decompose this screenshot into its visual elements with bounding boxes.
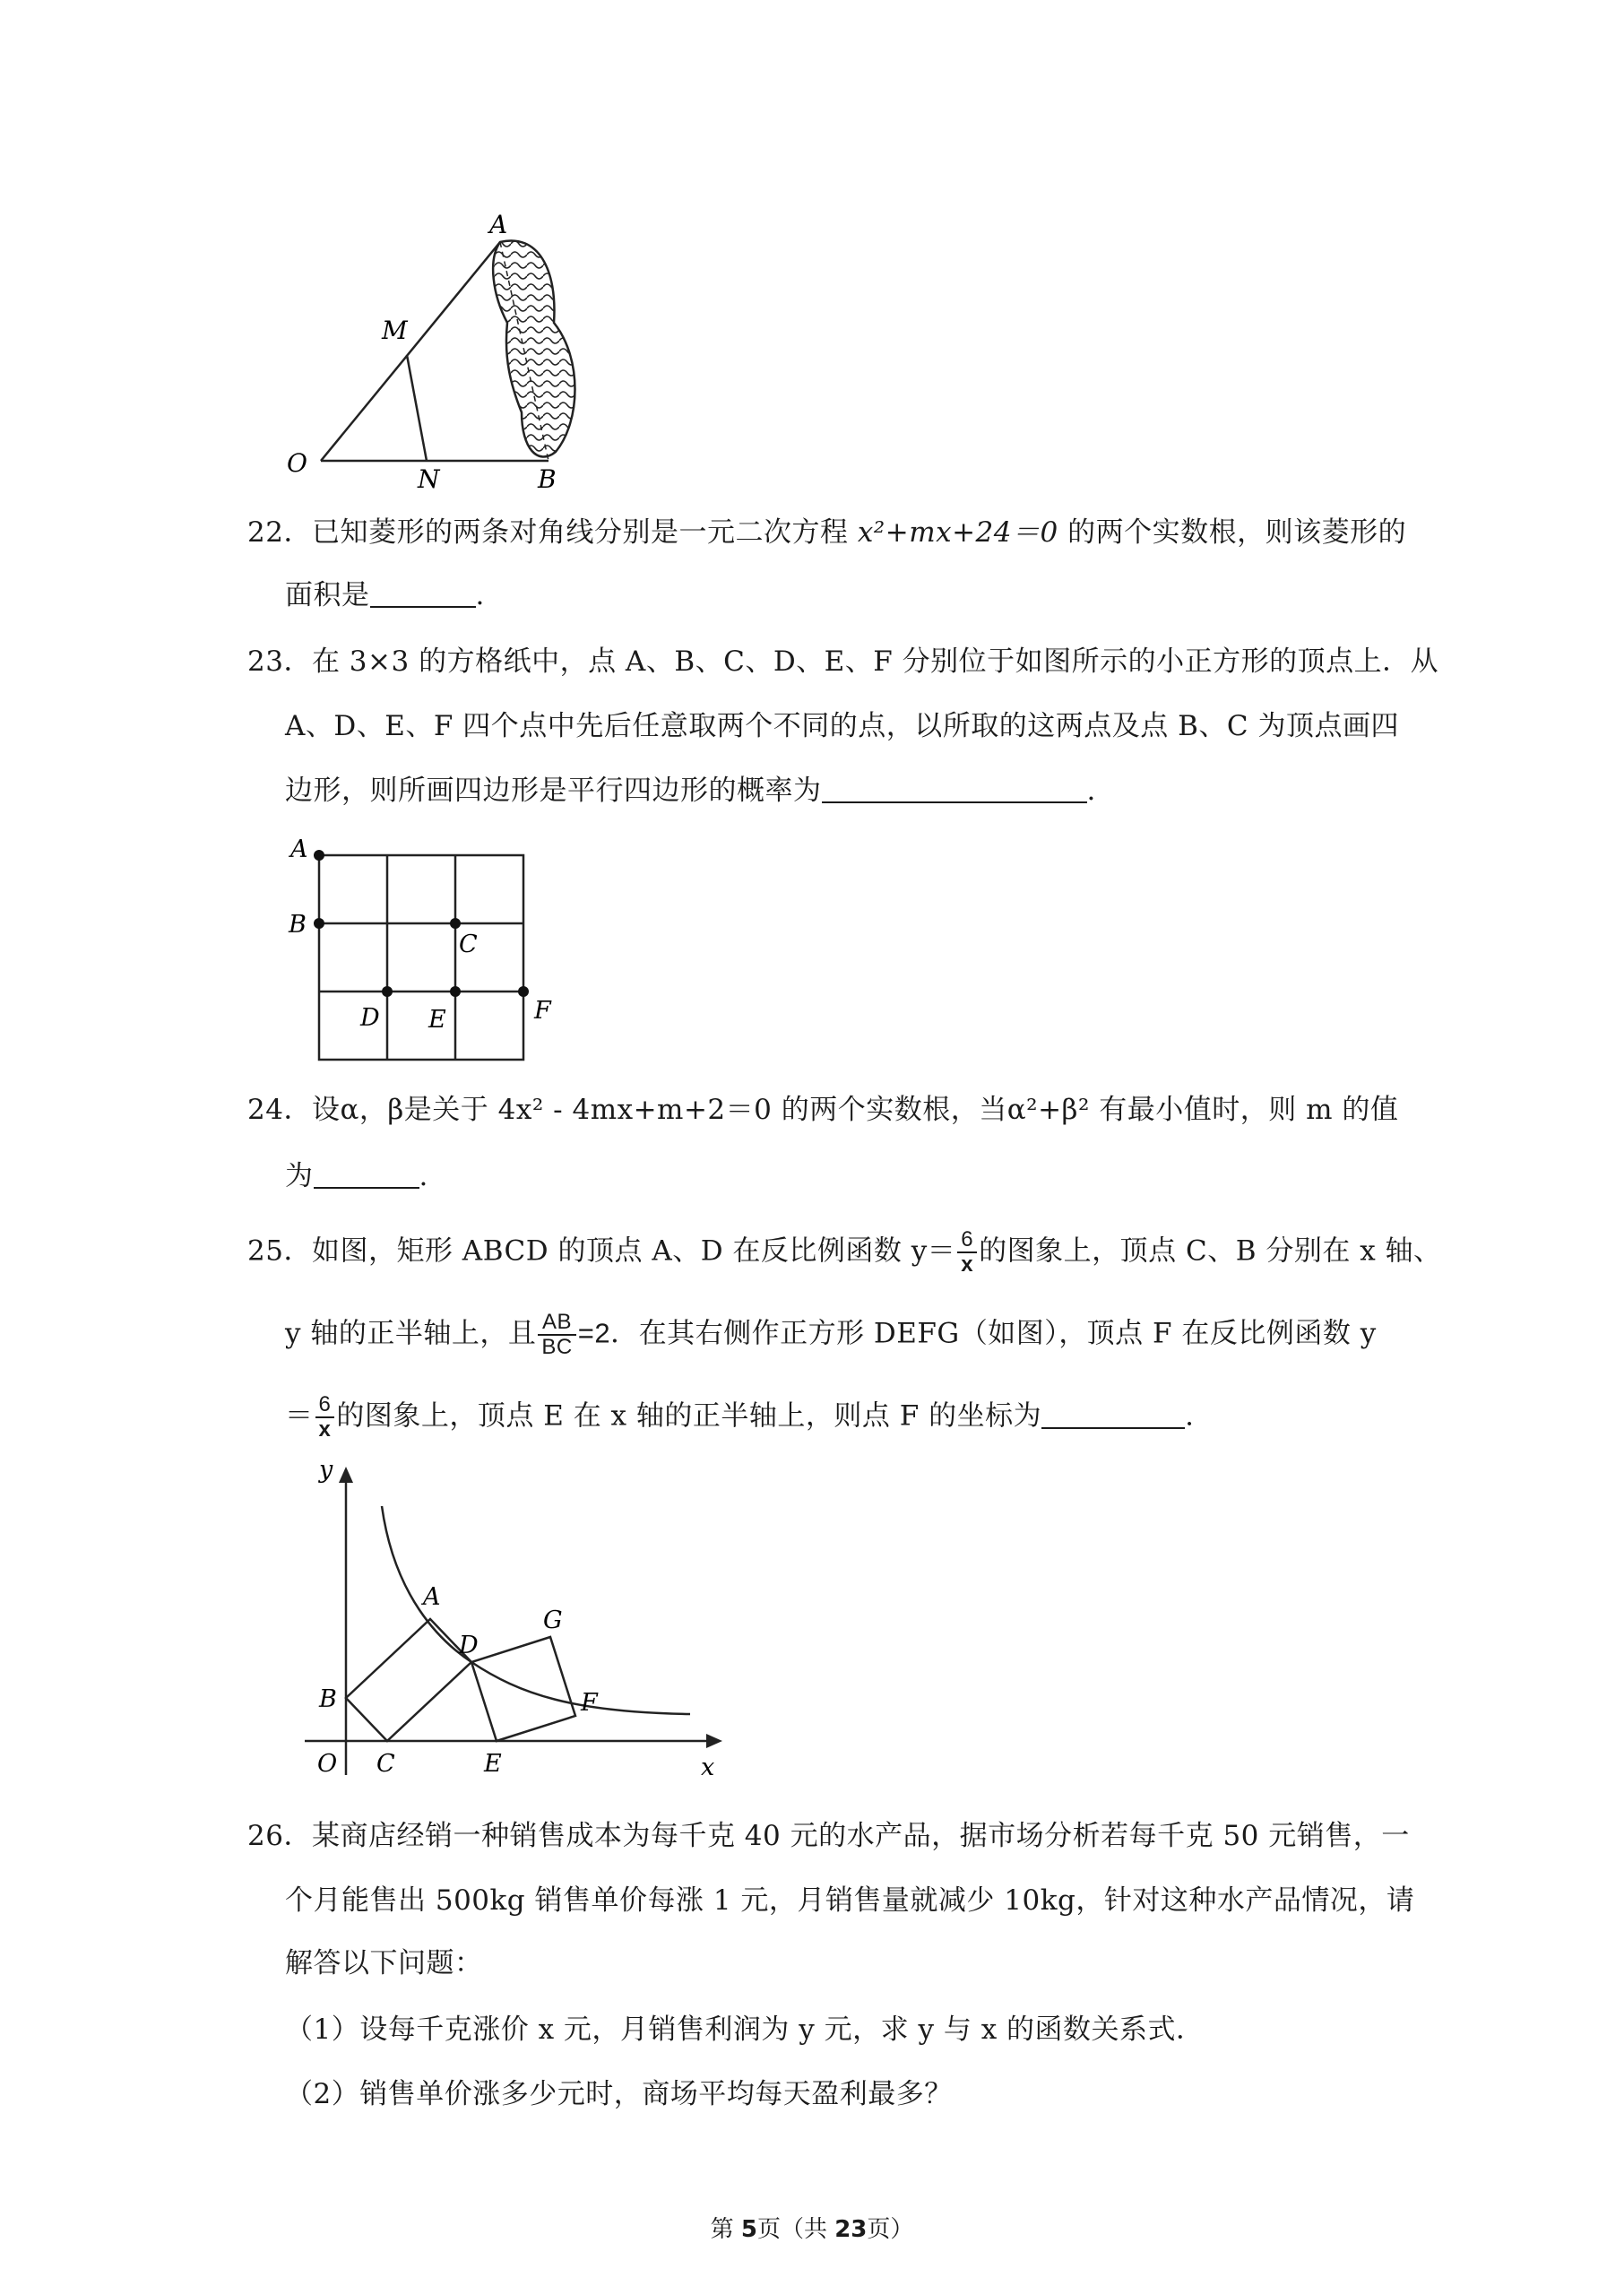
label-a: A: [290, 836, 308, 863]
q24-line2: [285, 1158, 428, 1194]
label-d: D: [459, 1632, 479, 1659]
footer-page-number: 5: [740, 2216, 757, 2243]
fraction-6-over-x: $\frac{6}{x}$: [957, 1228, 977, 1277]
q22-line1: [247, 515, 1406, 550]
q24-number: 24．: [247, 1094, 312, 1126]
label-d: D: [360, 1004, 380, 1032]
label-o: O: [317, 1750, 338, 1778]
q25-text1b: 的图象上，顶点 C、B 分别在 x 轴、: [979, 1234, 1442, 1268]
pond-shape: [493, 240, 574, 456]
rectangle-abcd: [346, 1619, 471, 1741]
q23-answer-blank[interactable]: [822, 775, 1087, 803]
label-a: A: [423, 1583, 441, 1611]
q22-period: .: [475, 579, 485, 611]
point-c: [450, 918, 461, 929]
q23-line2: [285, 708, 1399, 744]
footer-pre: 第: [710, 2216, 741, 2243]
figure-q21: [269, 206, 627, 493]
q24-text2: 为: [285, 1160, 314, 1192]
q25-period: .: [1185, 1399, 1195, 1433]
label-o: O: [287, 448, 307, 478]
label-n: N: [418, 464, 440, 493]
q24-line1: [247, 1092, 1398, 1128]
q26-number: 26．: [247, 1820, 312, 1852]
label-m: M: [382, 316, 408, 345]
q22-text1: 已知菱形的两条对角线分别是一元二次方程: [311, 516, 858, 549]
q22-text2: 的两个实数根，则该菱形的: [1058, 516, 1407, 549]
q25-line2: [285, 1311, 1377, 1359]
footer-mid: 页（共: [756, 2216, 835, 2243]
point-b: [314, 918, 324, 929]
y-axis-arrow: [339, 1467, 353, 1483]
q23-line1: [247, 644, 1438, 680]
label-c: C: [376, 1750, 395, 1778]
label-g: G: [543, 1606, 563, 1634]
q26-text2: 个月能售出 500kg 销售单价每涨 1 元，月销售量就减少 10kg，针对这种水产品情况，请: [285, 1884, 1415, 1917]
q26-subquestion-1: （1）设每千克涨价 x 元，月销售利润为 y 元，求 y 与 x 的函数关系式．: [285, 2014, 1205, 2046]
q26-line2: [285, 1883, 1414, 1918]
q25-text2b: ．在其右侧作正方形 DEFG（如图），顶点 F 在反比例函数 y: [610, 1317, 1377, 1350]
label-a: A: [489, 210, 508, 239]
page-footer: [0, 2214, 1624, 2245]
segment-mn: [407, 355, 427, 461]
label-e: E: [428, 1006, 446, 1034]
q23-number: 23．: [247, 645, 312, 678]
label-x: x: [701, 1754, 715, 1781]
label-c: C: [459, 931, 478, 958]
q23-text2: A、D、E、F 四个点中先后任意取两个不同的点，以所取的这两点及点 B、C 为顶点画四: [285, 710, 1399, 742]
label-b: B: [289, 911, 307, 939]
label-e: E: [484, 1750, 502, 1778]
label-b: B: [319, 1685, 337, 1713]
q23-period: .: [1086, 775, 1096, 807]
figure-q25-plane: [296, 1452, 744, 1784]
point-d: [382, 986, 393, 997]
q26-sub1: [285, 2012, 1205, 2048]
label-b: B: [538, 464, 557, 493]
q25-answer-blank[interactable]: [1041, 1400, 1185, 1429]
fraction-ab-over-bc: $\frac{AB}{BC}$: [538, 1311, 575, 1359]
figure-q23-grid: [278, 828, 583, 1070]
q25-number: 25．: [247, 1234, 312, 1268]
q25-line3: [285, 1393, 1194, 1442]
q22-number: 22．: [247, 516, 312, 549]
q25-line1: [247, 1228, 1442, 1277]
footer-total-pages: 23: [834, 2216, 868, 2243]
q24-answer-blank[interactable]: [314, 1160, 419, 1189]
point-a: [314, 850, 324, 861]
q25-text2a: y 轴的正半轴上，且: [285, 1317, 537, 1350]
label-f: F: [534, 997, 551, 1025]
q25-ratio-value: =2: [577, 1317, 611, 1349]
q22-answer-blank[interactable]: [370, 579, 476, 608]
q25-text3a: ＝: [285, 1399, 314, 1433]
label-y: y: [319, 1456, 333, 1484]
q23-text1: 在 3×3 的方格纸中，点 A、B、C、D、E、F 分别位于如图所示的小正方形的顶点上．从: [311, 645, 1439, 678]
q24-text1: 设α，β是关于 4x² ‑ 4mx+m+2＝0 的两个实数根，当α²+β² 有最小值时，则 m 的值: [311, 1094, 1399, 1126]
q22-equation: x²+mx+24＝0: [857, 516, 1058, 549]
q23-line3: [285, 773, 1096, 809]
q26-text1: 某商店经销一种销售成本为每千克 40 元的水产品，据市场分析若每千克 50 元销售，一: [311, 1820, 1410, 1852]
fraction-6-over-x-2: $\frac{6}{x}$: [315, 1393, 335, 1442]
q23-text3: 边形，则所画四边形是平行四边形的概率为: [285, 775, 822, 807]
q22-text3: 面积是: [285, 579, 370, 611]
x-axis-arrow: [706, 1734, 722, 1748]
q26-line1: [247, 1818, 1410, 1854]
q26-subquestion-2: （2）销售单价涨多少元时，商场平均每天盈利最多？: [285, 2078, 953, 2110]
q26-sub2: [285, 2076, 953, 2112]
point-f: [518, 986, 529, 997]
q24-period: .: [419, 1160, 428, 1192]
footer-post: 页）: [867, 2216, 914, 2243]
q26-line3: [285, 1945, 483, 1981]
label-f: F: [581, 1689, 598, 1717]
q26-text3: 解答以下问题：: [285, 1947, 483, 1979]
point-e: [450, 986, 461, 997]
q25-text1a: 如图，矩形 ABCD 的顶点 A、D 在反比例函数 y＝: [311, 1234, 956, 1268]
segment-oa: [321, 242, 500, 461]
q22-line2: [285, 577, 485, 613]
q25-text3b: 的图象上，顶点 E 在 x 轴的正半轴上，则点 F 的坐标为: [336, 1399, 1042, 1433]
